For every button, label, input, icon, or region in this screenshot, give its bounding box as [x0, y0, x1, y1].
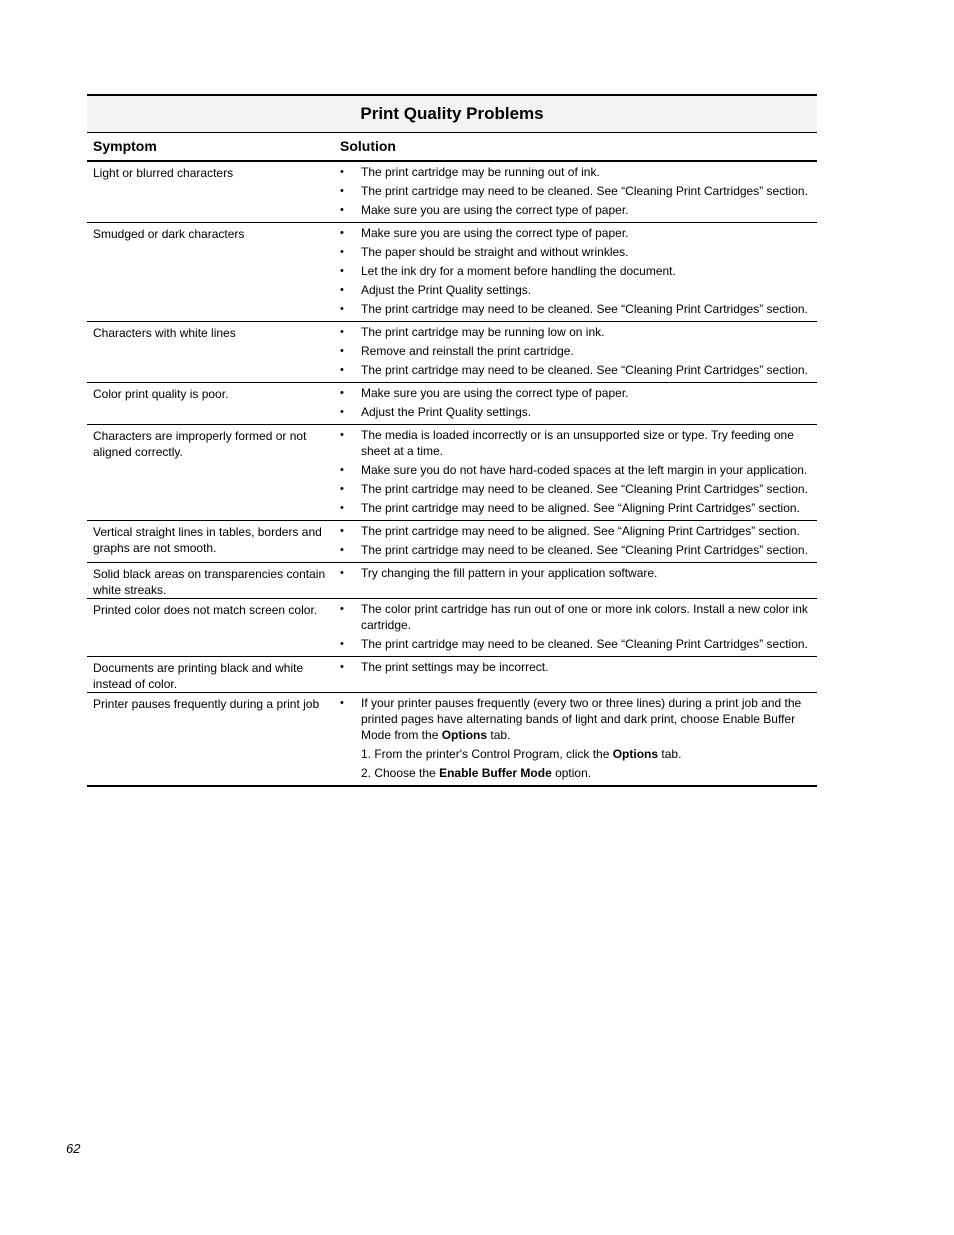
table-row — [87, 322, 817, 383]
solution-cell — [340, 693, 817, 785]
symptom-cell: Printed color does not match screen color. — [93, 603, 318, 617]
solution-cell — [340, 322, 817, 382]
step-1: 1. From the printer's Control Program, click the Options tab. — [361, 747, 682, 761]
solution-item: • The print cartridge may need to be aligned. See “Aligning Print Cartridges” section. — [340, 523, 817, 539]
solution-item: • If your printer pauses frequently (every two or three lines) during a print job and the printed pages have alternating bands of light and dark print, choose Enable Buffer Mode from the Options tab. — [340, 695, 817, 743]
solution-item: • The print cartridge may need to be cleaned. See “Cleaning Print Cartridges” section. — [340, 301, 817, 317]
symptom-cell: Characters with white lines — [93, 326, 236, 340]
table-row — [87, 563, 817, 599]
symptom-cell: Documents are printing black and white instead of color. — [93, 661, 304, 691]
solution-item: • The print cartridge may need to be cleaned. See “Cleaning Print Cartridges” section. — [340, 542, 817, 558]
solution-list — [340, 324, 817, 378]
solution-item: • The paper should be straight and without wrinkles. — [340, 244, 817, 260]
solution-cell — [340, 521, 817, 562]
solution-cell — [340, 425, 817, 520]
table-row — [87, 162, 817, 223]
solution-item: • Make sure you are using the correct type of paper. — [340, 202, 817, 218]
table-body — [87, 162, 817, 693]
table-row — [87, 223, 817, 322]
solution-item: • Try changing the fill pattern in your application software. — [340, 565, 817, 581]
solution-header: Solution — [340, 138, 396, 154]
solution-list — [340, 523, 817, 558]
solution-list — [340, 565, 817, 581]
solution-list — [340, 659, 817, 675]
symptom-header: Symptom — [93, 138, 157, 154]
solution-item: • Make sure you are using the correct type of paper. — [340, 385, 817, 401]
table-title: Print Quality Problems — [87, 94, 817, 133]
solution-list — [340, 601, 817, 652]
solution-item: • Let the ink dry for a moment before handling the document. — [340, 263, 817, 279]
solution-item: • Make sure you do not have hard-coded spaces at the left margin in your application. — [340, 462, 817, 478]
solution-item: • The print cartridge may need to be cleaned. See “Cleaning Print Cartridges” section. — [340, 362, 817, 378]
table-row — [87, 425, 817, 521]
table-header — [87, 133, 817, 162]
symptom-cell: Color print quality is poor. — [93, 387, 229, 401]
solution-cell — [340, 599, 817, 656]
solution-item: • The print cartridge may need to be cleaned. See “Cleaning Print Cartridges” section. — [340, 183, 817, 199]
symptom-cell: Characters are improperly formed or not aligned correctly. — [93, 429, 307, 459]
solution-item: • Remove and reinstall the print cartridge. — [340, 343, 817, 359]
solution-item: • The print cartridge may need to be cleaned. See “Cleaning Print Cartridges” section. — [340, 636, 817, 652]
solution-list — [340, 225, 817, 317]
step-2: 2. Choose the Enable Buffer Mode option. — [361, 766, 592, 780]
symptom-cell: Printer pauses frequently during a print job — [93, 697, 320, 711]
symptom-cell: Smudged or dark characters — [93, 227, 245, 241]
solution-item: • The color print cartridge has run out of one or more ink colors. Install a new color ink cartridge. — [340, 601, 817, 633]
page-number: 62 — [66, 1141, 81, 1156]
table-row — [87, 599, 817, 657]
solution-cell — [340, 563, 817, 598]
solution-cell — [340, 223, 817, 321]
solution-list — [340, 164, 817, 218]
table-row — [87, 383, 817, 425]
solution-item: • Adjust the Print Quality settings. — [340, 282, 817, 298]
solution-cell — [340, 162, 817, 222]
solution-item: • The print cartridge may need to be aligned. See “Aligning Print Cartridges” section. — [340, 500, 817, 516]
symptom-cell: Solid black areas on transparencies contain white streaks. — [93, 567, 326, 597]
solution-cell — [340, 657, 817, 692]
solution-item: • Adjust the Print Quality settings. — [340, 404, 817, 420]
solution-list — [340, 385, 817, 420]
table-row — [87, 521, 817, 563]
table-row — [87, 693, 817, 787]
solution-item: • The print cartridge may be running low on ink. — [340, 324, 817, 340]
solution-list — [340, 695, 817, 743]
solution-item: • The print cartridge may be running out of ink. — [340, 164, 817, 180]
symptom-cell: Vertical straight lines in tables, borders and graphs are not smooth. — [93, 525, 322, 555]
solution-list — [340, 427, 817, 516]
symptom-cell: Light or blurred characters — [93, 166, 234, 180]
solution-item: • The print settings may be incorrect. — [340, 659, 817, 675]
solution-cell — [340, 383, 817, 424]
print-quality-table — [87, 94, 817, 787]
solution-item: • The media is loaded incorrectly or is an unsupported size or type. Try feeding one sheet at a time. — [340, 427, 817, 459]
solution-item: • The print cartridge may need to be cleaned. See “Cleaning Print Cartridges” section. — [340, 481, 817, 497]
solution-item: • Make sure you are using the correct type of paper. — [340, 225, 817, 241]
table-row — [87, 657, 817, 693]
